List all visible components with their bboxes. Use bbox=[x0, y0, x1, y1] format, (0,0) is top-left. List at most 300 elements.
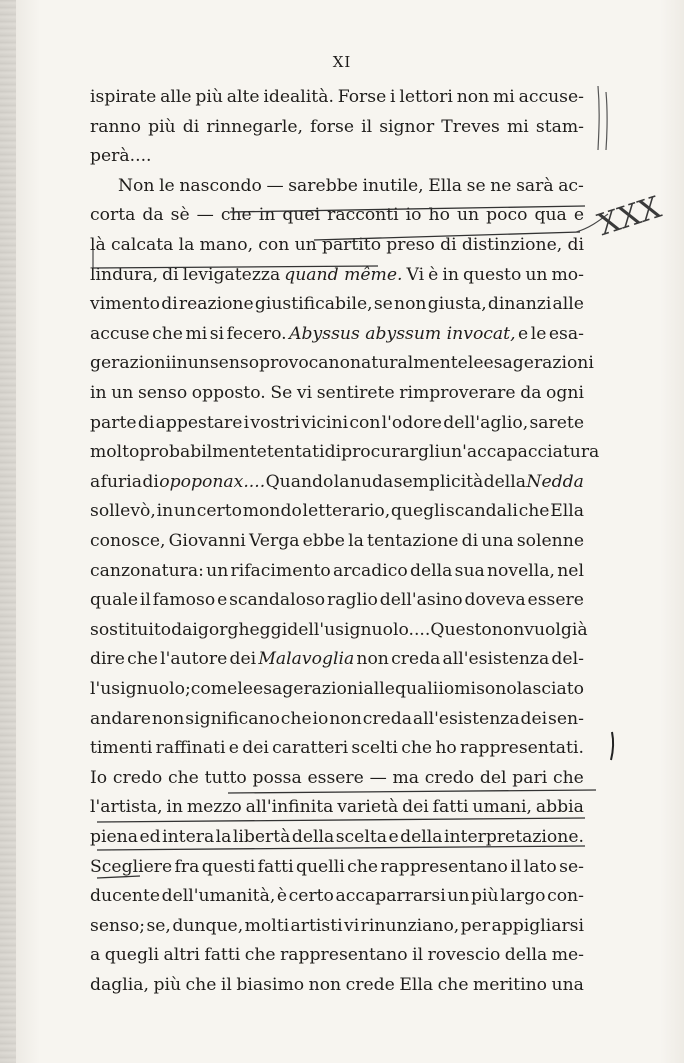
word: mi bbox=[492, 87, 515, 107]
word: una bbox=[551, 975, 584, 995]
word: dell'aglio, bbox=[443, 412, 529, 433]
word: ho bbox=[435, 738, 457, 759]
word: quegli bbox=[104, 945, 159, 966]
word: in bbox=[156, 501, 174, 522]
text-line bbox=[90, 527, 584, 555]
word: mezzo bbox=[186, 797, 242, 818]
word: artisti bbox=[290, 915, 343, 936]
word: non bbox=[308, 975, 342, 995]
word: Quando bbox=[265, 471, 334, 492]
word: ho bbox=[428, 205, 450, 226]
word: di bbox=[161, 294, 178, 315]
word: che bbox=[152, 323, 183, 344]
word: rimproverare bbox=[399, 383, 516, 403]
word: Giovanni bbox=[168, 531, 246, 551]
word: dinanzi bbox=[487, 294, 552, 315]
word: della bbox=[483, 471, 527, 492]
word: significano bbox=[185, 708, 280, 729]
word: ma bbox=[392, 767, 420, 788]
word: stam- bbox=[535, 116, 584, 137]
text-line bbox=[90, 616, 588, 644]
word: tutto bbox=[204, 767, 247, 788]
word: i bbox=[390, 87, 396, 107]
word: mi bbox=[454, 679, 477, 699]
word: novella, bbox=[486, 560, 555, 581]
word: lettori bbox=[399, 87, 453, 107]
word: partito bbox=[321, 235, 382, 255]
word: sè bbox=[170, 205, 190, 226]
word: che bbox=[347, 856, 378, 877]
word: caratteri bbox=[272, 738, 349, 759]
text-line bbox=[90, 793, 584, 821]
word: è bbox=[276, 886, 288, 907]
word: all'esistenza bbox=[412, 708, 520, 729]
word: vostri bbox=[250, 412, 300, 433]
word: appestare bbox=[155, 412, 243, 433]
word: si bbox=[209, 323, 225, 344]
word: levigatezza bbox=[182, 264, 281, 285]
word: se bbox=[373, 294, 393, 315]
word: doveva bbox=[464, 590, 526, 611]
word: il bbox=[361, 116, 373, 137]
margin-bar-top bbox=[598, 86, 599, 150]
word: ranno bbox=[90, 116, 141, 137]
word: Abyssus abyssum invocat, bbox=[289, 323, 516, 344]
word: preso bbox=[386, 235, 435, 255]
word: un bbox=[111, 383, 134, 403]
text-line bbox=[90, 349, 594, 377]
word: ac- bbox=[558, 175, 584, 196]
word: provocano bbox=[259, 353, 350, 374]
word: certo bbox=[196, 501, 243, 522]
word: io bbox=[405, 205, 422, 226]
word: i bbox=[243, 412, 250, 433]
word: Vi bbox=[406, 264, 425, 285]
word: sarebbe bbox=[288, 175, 358, 196]
word: opposto. bbox=[191, 383, 266, 403]
text-line bbox=[90, 231, 584, 259]
word: rinnegarle, bbox=[206, 116, 303, 137]
word: che bbox=[244, 945, 276, 966]
word: Scegliere bbox=[90, 856, 173, 877]
word: quand même. bbox=[284, 264, 403, 285]
word: un bbox=[173, 501, 197, 522]
word: conosce, bbox=[90, 531, 166, 551]
word: Forse bbox=[337, 87, 387, 107]
word: questi bbox=[201, 856, 256, 877]
word: accuse bbox=[90, 323, 150, 344]
word: che bbox=[518, 501, 550, 522]
word: rifacimento bbox=[230, 560, 331, 581]
word: creda bbox=[362, 708, 412, 729]
text-line bbox=[90, 971, 584, 999]
text-line bbox=[118, 172, 584, 200]
word: biasimo bbox=[236, 975, 305, 995]
text-line bbox=[90, 468, 584, 496]
word: e bbox=[518, 323, 529, 344]
word: parte bbox=[90, 412, 137, 433]
word: come bbox=[190, 679, 238, 699]
word: non bbox=[329, 708, 362, 729]
word: un bbox=[525, 264, 548, 285]
word: me- bbox=[551, 945, 584, 966]
word: dei bbox=[520, 708, 548, 729]
word: non bbox=[394, 294, 427, 315]
word: per bbox=[460, 915, 491, 936]
word: di bbox=[137, 412, 155, 433]
word: lasciato bbox=[516, 679, 584, 699]
word: corta bbox=[90, 205, 136, 226]
word: appigliarsi bbox=[491, 915, 584, 936]
word: vuol bbox=[524, 619, 561, 640]
word: non bbox=[356, 649, 389, 670]
text-line bbox=[90, 261, 584, 289]
word: di bbox=[142, 471, 159, 492]
text-line bbox=[90, 142, 584, 170]
word: ogni bbox=[546, 383, 584, 403]
word: lato bbox=[523, 856, 557, 877]
text-line bbox=[90, 201, 584, 229]
word: in bbox=[442, 264, 459, 285]
word: rovescio bbox=[427, 945, 501, 966]
word: alte bbox=[226, 87, 260, 107]
word: vimento bbox=[90, 294, 161, 315]
word: la bbox=[215, 827, 232, 847]
text-line bbox=[90, 83, 584, 111]
word: che bbox=[220, 205, 252, 226]
word: qua bbox=[534, 205, 567, 226]
word: l'odore bbox=[381, 412, 442, 433]
word: mi bbox=[506, 116, 529, 137]
word: — bbox=[196, 205, 214, 226]
word: sollevò, bbox=[90, 501, 156, 522]
word: Se bbox=[270, 383, 293, 403]
text-line bbox=[90, 320, 584, 348]
word: sono bbox=[476, 679, 517, 699]
word: vi bbox=[344, 915, 360, 936]
word: e bbox=[217, 590, 228, 611]
word: ispirate bbox=[90, 87, 157, 107]
word: e bbox=[228, 738, 239, 759]
word: da bbox=[142, 205, 164, 226]
word: idealità. bbox=[263, 87, 334, 107]
word: sen- bbox=[548, 708, 584, 729]
word: le bbox=[237, 679, 253, 699]
word: la bbox=[333, 471, 350, 492]
word: che bbox=[185, 975, 217, 995]
word: all'infinita bbox=[245, 797, 334, 818]
word: nel bbox=[557, 560, 584, 581]
word: l'artista, bbox=[90, 797, 163, 818]
margin-note-xxx: XXX bbox=[593, 190, 666, 244]
word: credo bbox=[112, 767, 163, 788]
word: che bbox=[437, 975, 469, 995]
word: nuda bbox=[349, 471, 394, 492]
word: già bbox=[560, 619, 588, 640]
word: con- bbox=[547, 886, 584, 907]
word: di bbox=[440, 235, 457, 255]
word: esagerazioni bbox=[483, 353, 594, 374]
word: che bbox=[401, 738, 433, 759]
text-line bbox=[90, 379, 584, 407]
word: non bbox=[151, 708, 185, 729]
word: se- bbox=[559, 856, 584, 877]
word: quelli bbox=[295, 856, 345, 877]
word: dunque, bbox=[172, 915, 244, 936]
word: il bbox=[220, 975, 232, 995]
word: sarà bbox=[516, 175, 554, 196]
word: scelta bbox=[335, 827, 388, 847]
text-line bbox=[90, 497, 584, 525]
text-line bbox=[90, 113, 584, 141]
word: esagerazioni bbox=[253, 679, 364, 699]
word: è bbox=[428, 264, 439, 285]
word: canzonatura: bbox=[90, 560, 204, 581]
word: tentati bbox=[266, 442, 325, 463]
word: vicini bbox=[301, 412, 349, 433]
word: quegli bbox=[390, 501, 446, 522]
word: varietà bbox=[337, 797, 399, 818]
word: dell'umanità, bbox=[161, 886, 276, 907]
text-line bbox=[90, 941, 584, 969]
word: in bbox=[90, 383, 107, 403]
word: raffinati bbox=[155, 738, 226, 759]
word: vi bbox=[296, 383, 313, 403]
text-line bbox=[90, 438, 600, 466]
word: forse bbox=[310, 116, 355, 137]
word: non bbox=[491, 619, 525, 640]
word: quali bbox=[394, 679, 439, 699]
word: alle bbox=[363, 679, 395, 699]
word: tentazione bbox=[367, 531, 459, 551]
word: quei bbox=[282, 205, 321, 226]
word: dell'usignuolo.... bbox=[287, 619, 431, 640]
word: non bbox=[456, 87, 490, 107]
word: ed bbox=[139, 827, 161, 847]
word: andare bbox=[90, 708, 151, 729]
word: il bbox=[139, 590, 151, 611]
word: ducente bbox=[90, 886, 161, 907]
word: questo bbox=[462, 264, 522, 285]
word: largo bbox=[500, 886, 546, 907]
word: senso bbox=[137, 383, 188, 403]
word: dai bbox=[171, 619, 198, 640]
word: creda bbox=[391, 649, 441, 670]
word: che bbox=[167, 767, 199, 788]
word: della bbox=[400, 827, 443, 847]
word: rappresentano bbox=[280, 945, 408, 966]
text-line bbox=[90, 882, 584, 910]
word: calcata bbox=[110, 235, 174, 255]
word: che bbox=[552, 767, 584, 788]
word: con bbox=[349, 412, 381, 433]
word: più bbox=[148, 116, 176, 137]
word: dell'asino bbox=[379, 590, 463, 611]
word: Ella bbox=[428, 175, 463, 196]
word: all'esistenza bbox=[442, 649, 550, 670]
word: giusta, bbox=[427, 294, 487, 315]
word: gorgheggi bbox=[197, 619, 288, 640]
word: giustificabile, bbox=[254, 294, 373, 315]
word: a bbox=[90, 945, 101, 966]
word: naturalmente bbox=[349, 353, 468, 374]
word: scandali bbox=[445, 501, 518, 522]
margin-tick-lower bbox=[611, 732, 613, 760]
word: là bbox=[90, 235, 106, 255]
word: mo- bbox=[551, 264, 584, 285]
word: che bbox=[280, 708, 312, 729]
text-line bbox=[90, 586, 584, 614]
word: credo bbox=[424, 767, 475, 788]
word: sostituito bbox=[90, 619, 172, 640]
word: letterario, bbox=[302, 501, 391, 522]
word: un bbox=[187, 353, 210, 374]
word: accaparrarsi bbox=[335, 886, 446, 907]
word: il bbox=[412, 945, 424, 966]
word: sua bbox=[454, 560, 485, 581]
word: un bbox=[447, 886, 470, 907]
word: mondo bbox=[242, 501, 302, 522]
word: — bbox=[369, 767, 387, 788]
word: scandaloso bbox=[229, 590, 326, 611]
word: dire bbox=[90, 649, 125, 670]
word: sentirete bbox=[316, 383, 395, 403]
word: semplicità bbox=[393, 471, 484, 492]
word: rinunziano, bbox=[360, 915, 460, 936]
word: più bbox=[153, 975, 182, 995]
word: molti bbox=[244, 915, 290, 936]
text-line bbox=[90, 675, 584, 703]
word: senso bbox=[209, 353, 260, 374]
word: della bbox=[291, 827, 335, 847]
word: della bbox=[409, 560, 453, 581]
word: con bbox=[258, 235, 290, 255]
word: gerazioni bbox=[90, 353, 172, 374]
word: la bbox=[348, 531, 364, 551]
word: altri bbox=[163, 945, 200, 966]
word: una bbox=[481, 531, 514, 551]
word: raglio bbox=[327, 590, 378, 611]
word: di bbox=[162, 264, 179, 285]
word: fatti bbox=[204, 945, 241, 966]
word: io bbox=[438, 679, 455, 699]
word: molto bbox=[90, 442, 140, 463]
word: da bbox=[520, 383, 542, 403]
word: le bbox=[159, 175, 175, 196]
word: procurargli bbox=[341, 442, 440, 463]
word: fecero. bbox=[226, 323, 287, 344]
word: mi bbox=[185, 323, 208, 344]
word: pari bbox=[512, 767, 548, 788]
word: crede bbox=[345, 975, 395, 995]
word: — bbox=[266, 175, 284, 196]
word: di bbox=[324, 442, 342, 463]
word: in bbox=[171, 353, 188, 374]
text-line bbox=[90, 912, 584, 940]
word: Treves bbox=[441, 116, 500, 137]
word: di bbox=[567, 235, 584, 255]
word: il bbox=[510, 856, 522, 877]
word: ne bbox=[490, 175, 512, 196]
word: di bbox=[182, 116, 200, 137]
text-line bbox=[90, 557, 584, 585]
word: un bbox=[294, 235, 317, 255]
word: probabilmente bbox=[139, 442, 267, 463]
text-line bbox=[90, 645, 584, 673]
word: daglia, bbox=[90, 975, 149, 995]
word: opoponax.... bbox=[159, 471, 266, 492]
text-line bbox=[90, 290, 584, 318]
word: inutile, bbox=[362, 175, 424, 196]
word: Questo bbox=[430, 619, 492, 640]
word: meritino bbox=[473, 975, 548, 995]
word: un bbox=[206, 560, 229, 581]
word: se bbox=[466, 175, 486, 196]
page-spine-shadow bbox=[0, 0, 16, 1063]
word: essere bbox=[307, 767, 364, 788]
page-number: XI bbox=[332, 53, 352, 71]
text-line bbox=[90, 734, 584, 762]
word: che bbox=[127, 649, 158, 670]
word: io bbox=[312, 708, 329, 729]
text-line bbox=[90, 705, 584, 733]
word: furia bbox=[100, 471, 143, 492]
word: abbia bbox=[535, 797, 584, 818]
word: se, bbox=[146, 915, 171, 936]
word: dei bbox=[402, 797, 429, 818]
word: esa- bbox=[548, 323, 584, 344]
word: essere bbox=[527, 590, 584, 611]
word: un'accapacciatura bbox=[440, 442, 600, 463]
word: sarete bbox=[529, 412, 584, 433]
word: fatti bbox=[257, 856, 294, 877]
word: di bbox=[461, 531, 479, 551]
text-line bbox=[90, 823, 584, 851]
word: le bbox=[530, 323, 547, 344]
word: del bbox=[479, 767, 507, 788]
word: fatti bbox=[432, 797, 469, 818]
word: fra bbox=[174, 856, 200, 877]
word: piena bbox=[90, 827, 138, 847]
text-line bbox=[90, 853, 584, 881]
word: mano, bbox=[199, 235, 254, 255]
word: nascondo bbox=[179, 175, 262, 196]
text-line bbox=[90, 409, 584, 437]
word: ebbe bbox=[302, 531, 345, 551]
word: solenne bbox=[516, 531, 584, 551]
word: quale bbox=[90, 590, 138, 611]
word: interpretazione. bbox=[443, 827, 584, 847]
word: rappresentano bbox=[380, 856, 508, 877]
word: l'autore bbox=[160, 649, 228, 670]
word: lindura, bbox=[90, 264, 159, 285]
word: a bbox=[90, 471, 101, 492]
word: la bbox=[178, 235, 195, 255]
word: arcadico bbox=[332, 560, 408, 581]
word: Io bbox=[90, 767, 108, 788]
word: in bbox=[166, 797, 183, 818]
word: Non bbox=[118, 175, 155, 196]
word: famoso bbox=[152, 590, 216, 611]
word: dei bbox=[242, 738, 269, 759]
word: Verga bbox=[248, 531, 300, 551]
word: accuse- bbox=[518, 87, 584, 107]
word: più bbox=[195, 87, 223, 107]
word: dei bbox=[229, 649, 257, 670]
word: della bbox=[504, 945, 548, 966]
margin-bar-top-2 bbox=[606, 92, 607, 150]
word: umani, bbox=[472, 797, 533, 818]
